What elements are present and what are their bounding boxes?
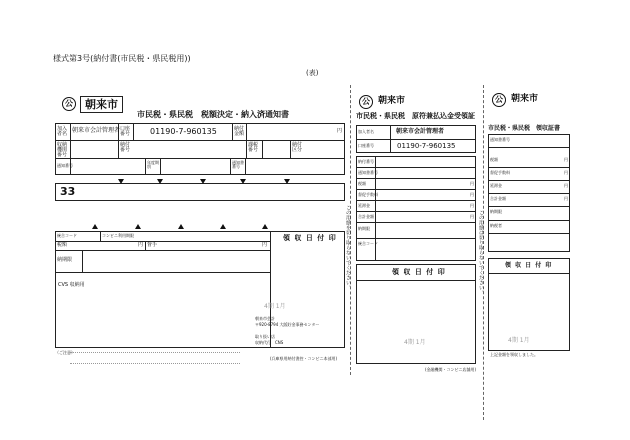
integrated-code-label: 統合コード <box>57 233 77 238</box>
fiscal-year-label: 年度期別 <box>147 160 159 169</box>
account-number: 01190-7-960135 <box>397 142 456 150</box>
yen-unit: 円 <box>337 128 343 134</box>
cut-arrow-icon <box>135 224 141 229</box>
post-office-logo-icon: 公 <box>492 93 506 107</box>
footnote-label: （ご注意） <box>55 350 75 355</box>
due-date-label: 納期限 <box>57 257 73 263</box>
city-name: 朝来市 <box>80 96 123 113</box>
receipt-stamp-label: 領 収 日 付 印 <box>505 262 553 269</box>
total-yen: 円 <box>470 214 474 219</box>
account-label: 口座番号 <box>120 126 131 137</box>
amount-label: 納付金額 <box>234 126 245 137</box>
late-yen: 円 <box>470 203 474 208</box>
footer-note: 上記金額を領収しました。 <box>490 352 538 357</box>
tax-yen: 円 <box>470 181 474 186</box>
notice-no-label: 通知番号 <box>57 163 73 168</box>
row-total: 合計金額 <box>490 196 506 201</box>
payee-name: 朝来市会計管理者 <box>72 127 121 134</box>
city-name: 朝来市 <box>511 94 539 104</box>
row-due-date: 納期限 <box>490 209 502 214</box>
row-integrated-code: 統合コード <box>358 241 378 246</box>
late-yen: 円 <box>564 183 568 188</box>
payee-label: 加入者名 <box>57 126 68 137</box>
row-notice-no: 通知書番号 <box>490 137 510 142</box>
cut-warning: この用紙は切り取らないでください。 <box>478 210 484 295</box>
cut-arrow-icon <box>200 179 206 184</box>
row-due-date: 納期限 <box>358 226 370 231</box>
cut-arrow-icon <box>118 179 124 184</box>
total-yen: 円 <box>564 196 568 201</box>
panel-title: 市民税・県民税 原符兼払込金受領証 <box>356 112 475 120</box>
payment-no-label: 納付番号 <box>120 142 131 153</box>
cut-arrow-icon <box>92 224 98 229</box>
cut-arrow-icon <box>262 224 268 229</box>
row-tax: 税額 <box>358 181 366 186</box>
cut-arrow-icon <box>178 224 184 229</box>
cut-warning: この用紙を切り取らないでください。 <box>345 205 351 290</box>
faint-date: 4期 1月 <box>264 303 286 310</box>
post-office-logo-icon: 公 <box>359 95 373 109</box>
fee-yen: 円 <box>564 170 568 175</box>
tax-no-label: 課税番号 <box>248 142 259 153</box>
footer-note: (兵庫県用納付書控・コンビニ本部用) <box>270 356 338 361</box>
row-tax: 税額 <box>490 157 498 162</box>
penalty-yen: 円 <box>262 242 268 248</box>
row-late-fee: 延滞金 <box>358 203 370 208</box>
cvs-deadline-label: コンビニ利用期限 <box>102 233 134 238</box>
account-label: 口座番号 <box>358 143 374 148</box>
faint-date: 4期 1月 <box>404 339 426 346</box>
tax-yen: 円 <box>564 157 568 162</box>
tax-yen: 円 <box>138 242 144 248</box>
panel-title: 市民税・県民税 領収証書 <box>488 125 561 132</box>
tax-amount-label: 税額 <box>57 242 68 248</box>
footnote-text <box>70 352 240 364</box>
row-reminder-fee: 督促手数料 <box>490 170 510 175</box>
faint-date: 4期 1月 <box>508 337 530 344</box>
payee-name: 朝来市会計管理者 <box>396 128 445 135</box>
agency-line-3: 取り扱い店 <box>255 334 275 339</box>
receipt-stamp-label: 領 収 日 付 印 <box>392 268 446 276</box>
stamp-area <box>356 264 476 364</box>
agency-no-label: 収納機関番号 <box>57 142 68 158</box>
side-label: (表) <box>306 69 319 77</box>
row-late-fee: 延滞金 <box>490 183 502 188</box>
fee-yen: 円 <box>470 192 474 197</box>
cut-arrow-icon <box>284 179 290 184</box>
agency-line-4: 収納代行 CNS <box>255 340 284 345</box>
city-name: 朝来市 <box>378 96 406 106</box>
payment-section <box>55 231 345 348</box>
penalty-label: 督手 <box>147 242 158 248</box>
panel-title: 市民税・県民税 税額決定・納入済通知書 <box>137 110 289 119</box>
big-number: 33 <box>60 185 76 198</box>
payee-label: 加入者名 <box>358 129 374 134</box>
row-reminder-fee: 督促手数料 <box>358 192 378 197</box>
account-number: 01190-7-960135 <box>150 127 217 136</box>
row-total: 合計金額 <box>358 214 374 219</box>
receipt-stamp-label: 領 収 日 付 印 <box>283 234 337 242</box>
row-payment-no: 納付番号 <box>358 159 374 164</box>
post-office-logo-icon: 公 <box>62 97 76 111</box>
cut-arrow-icon <box>240 179 246 184</box>
row-taxpayer: 納税者 <box>490 223 502 228</box>
cut-arrow-icon <box>220 224 226 229</box>
cut-arrow-icon <box>157 179 163 184</box>
cvs-label: CVS 収納用 <box>58 282 85 288</box>
big-number-box <box>55 183 345 201</box>
agency-line-1: 朝来市会計 <box>255 316 275 321</box>
agency-line-2: 〒920-8794 大阪貯金事務センター <box>255 322 320 327</box>
form-number: 様式第3号(納付書(市民税・県民税用)) <box>53 54 191 63</box>
notice-document-label: 通知書番号 <box>232 160 244 169</box>
row-notice-no: 通知書番号 <box>358 170 378 175</box>
payment-class-label: 納付区分 <box>292 142 303 153</box>
footer-note: (金融機関・コンビニ店舗用) <box>425 367 477 372</box>
